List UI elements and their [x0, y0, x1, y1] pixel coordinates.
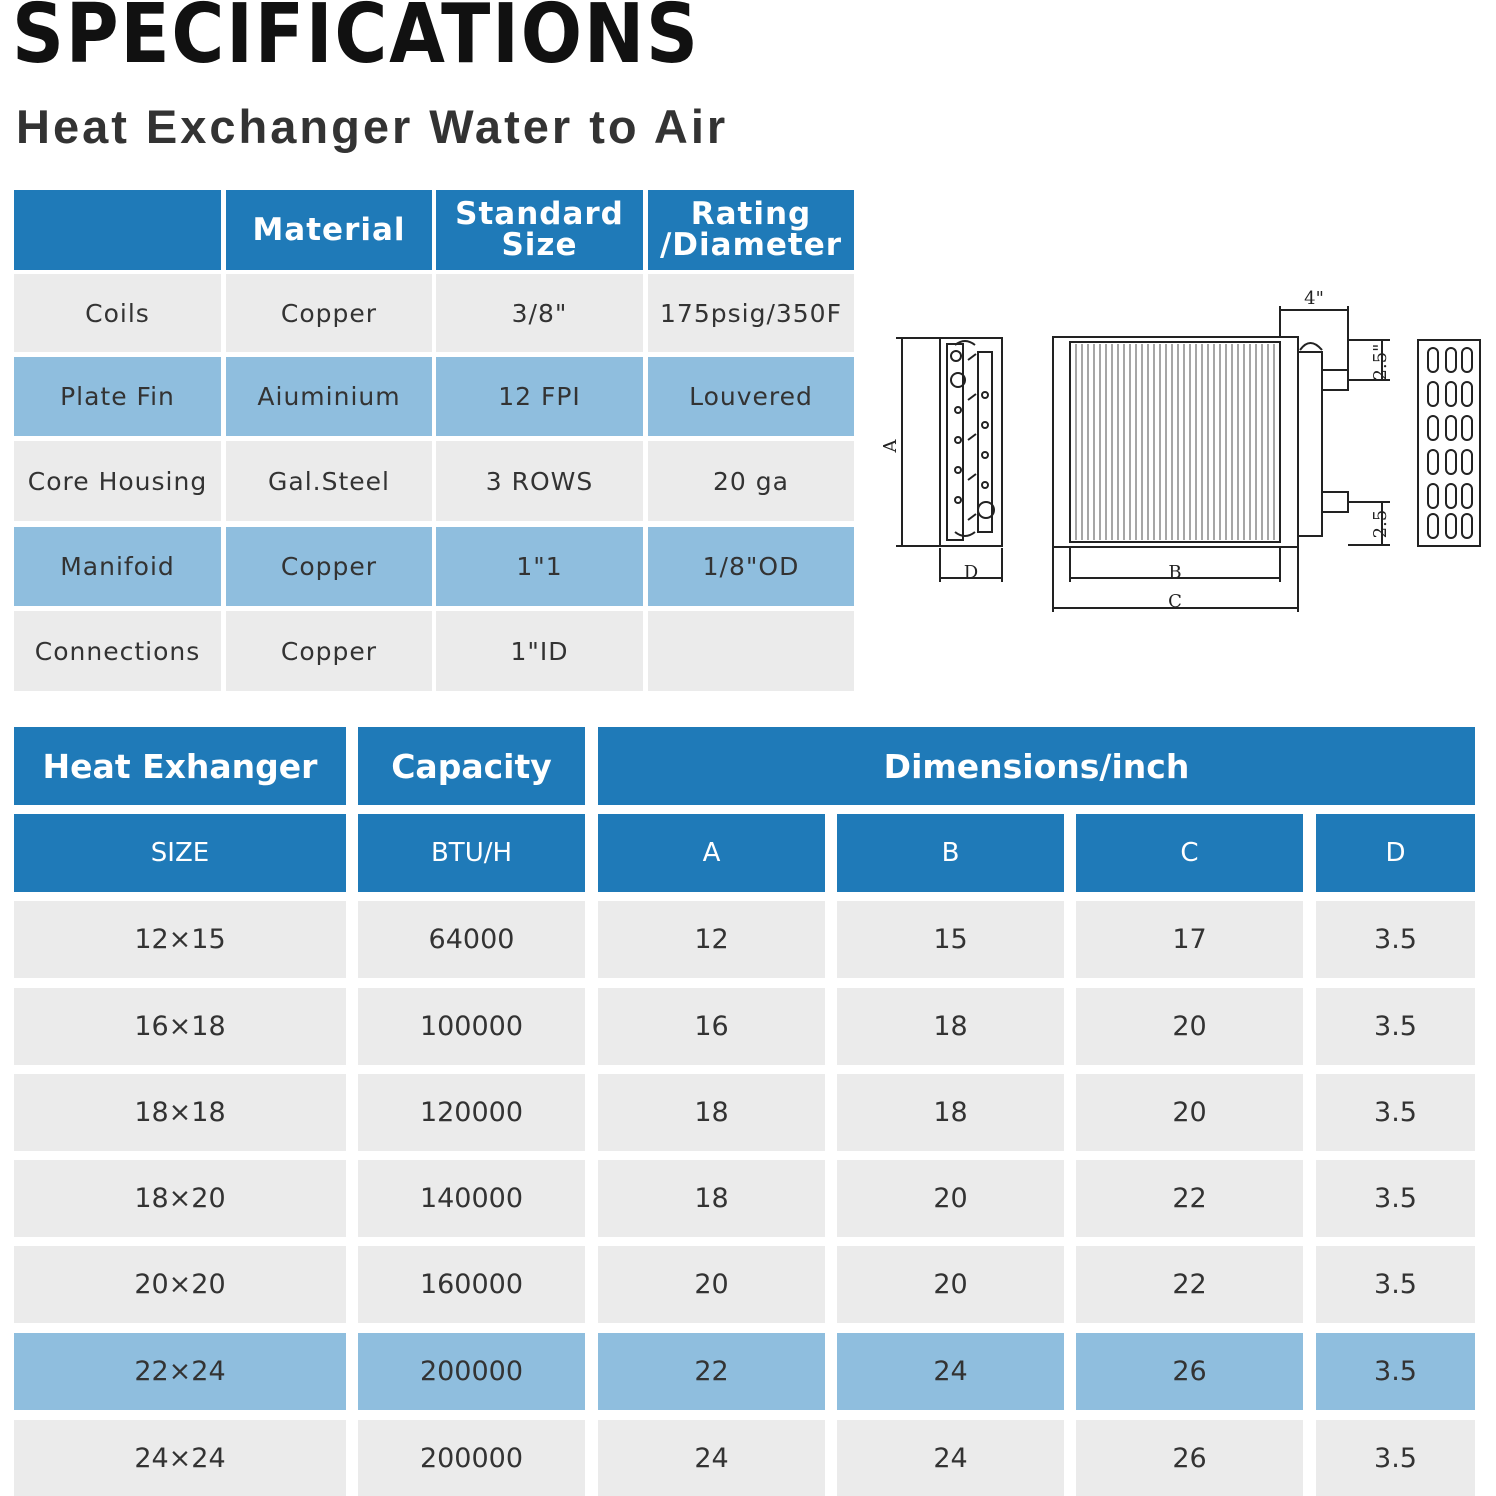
table-cell: 3.5	[1316, 1074, 1475, 1151]
table-cell: 18	[837, 1074, 1064, 1151]
spec-row-label: Manifoid	[14, 527, 221, 606]
group-header-cell: Dimensions/inch	[598, 727, 1475, 805]
group-header-cell: Capacity	[358, 727, 585, 805]
table-cell-highlighted: 22×24	[14, 1333, 346, 1410]
table-cell-highlighted: 22	[598, 1333, 825, 1410]
table-cell: 24	[837, 1420, 1064, 1496]
spec-row-label: Connections	[14, 611, 221, 691]
spec-cell: 20 ga	[648, 441, 854, 521]
table-cell: 20	[837, 1246, 1064, 1323]
sub-header-cell: BTU/H	[358, 814, 585, 892]
spec-row-label: Coils	[14, 274, 221, 352]
table-cell: 24×24	[14, 1420, 346, 1496]
sub-header-cell: A	[598, 814, 825, 892]
sub-header-cell: D	[1316, 814, 1475, 892]
table-cell: 18×18	[14, 1074, 346, 1151]
table-cell: 100000	[358, 988, 585, 1065]
table-cell: 20	[1076, 1074, 1303, 1151]
table-cell: 18	[837, 988, 1064, 1065]
spec-cell: 1"1	[436, 527, 643, 606]
table-cell: 64000	[358, 901, 585, 978]
spec-cell: 3/8"	[436, 274, 643, 352]
spec-header-cell	[14, 190, 221, 270]
table-cell-highlighted: 3.5	[1316, 1333, 1475, 1410]
table-cell: 17	[1076, 901, 1303, 978]
sub-header-cell: B	[837, 814, 1064, 892]
sub-header-cell: SIZE	[14, 814, 346, 892]
spec-cell	[648, 611, 854, 691]
spec-cell: Copper	[226, 611, 432, 691]
page-subtitle: Heat Exchanger Water to Air	[16, 100, 729, 153]
table-cell: 3.5	[1316, 1246, 1475, 1323]
table-cell: 26	[1076, 1420, 1303, 1496]
spec-cell: 3 ROWS	[436, 441, 643, 521]
side-view-right	[1418, 340, 1480, 546]
table-cell: 15	[837, 901, 1064, 978]
spec-cell: 1/8"OD	[648, 527, 854, 606]
dimension-label-d: D	[963, 562, 979, 583]
table-cell: 140000	[358, 1160, 585, 1237]
spec-cell: 1"ID	[436, 611, 643, 691]
table-cell: 3.5	[1316, 901, 1475, 978]
table-cell: 3.5	[1316, 1160, 1475, 1237]
spec-header-cell: Rating /Diameter	[648, 190, 854, 270]
table-cell: 3.5	[1316, 988, 1475, 1065]
table-cell: 120000	[358, 1074, 585, 1151]
spec-cell: Copper	[226, 274, 432, 352]
dimension-label-a: A	[880, 439, 901, 453]
table-cell: 20	[837, 1160, 1064, 1237]
table-cell: 20×20	[14, 1246, 346, 1323]
spec-cell: Aiuminium	[226, 357, 432, 436]
table-cell-highlighted: 24	[837, 1333, 1064, 1410]
table-cell-highlighted: 26	[1076, 1333, 1303, 1410]
table-cell: 18	[598, 1074, 825, 1151]
spec-header-cell: Standard Size	[436, 190, 643, 270]
table-cell-highlighted: 200000	[358, 1333, 585, 1410]
spec-cell: 12 FPI	[436, 357, 643, 436]
spec-cell: Copper	[226, 527, 432, 606]
table-cell: 22	[1076, 1246, 1303, 1323]
dimension-label-top: 4"	[1304, 288, 1324, 309]
dimension-label-b: B	[1168, 562, 1182, 583]
spec-cell: Gal.Steel	[226, 441, 432, 521]
table-cell: 200000	[358, 1420, 585, 1496]
table-cell: 18	[598, 1160, 825, 1237]
spec-header-cell: Material	[226, 190, 432, 270]
table-cell: 12	[598, 901, 825, 978]
spec-cell: Louvered	[648, 357, 854, 436]
dimension-label-right-top: 2.5"	[1370, 343, 1391, 381]
table-cell: 20	[598, 1246, 825, 1323]
spec-row-label: Core Housing	[14, 441, 221, 521]
side-view-left	[896, 338, 1002, 582]
front-view	[1053, 306, 1390, 612]
sub-header-cell: C	[1076, 814, 1303, 892]
table-cell: 18×20	[14, 1160, 346, 1237]
table-cell: 16×18	[14, 988, 346, 1065]
dimension-label-c: C	[1168, 591, 1182, 612]
table-cell: 20	[1076, 988, 1303, 1065]
spec-cell: 175psig/350F	[648, 274, 854, 352]
page-title: SPECIFICATIONS	[12, 0, 700, 82]
spec-row-label: Plate Fin	[14, 357, 221, 436]
table-cell: 160000	[358, 1246, 585, 1323]
table-cell: 16	[598, 988, 825, 1065]
table-cell: 3.5	[1316, 1420, 1475, 1496]
table-cell: 22	[1076, 1160, 1303, 1237]
group-header-cell: Heat Exhanger	[14, 727, 346, 805]
heat-exchanger-diagram	[880, 285, 1485, 615]
table-cell: 24	[598, 1420, 825, 1496]
table-cell: 12×15	[14, 901, 346, 978]
dimension-label-right-bottom: 2.5	[1370, 509, 1391, 539]
